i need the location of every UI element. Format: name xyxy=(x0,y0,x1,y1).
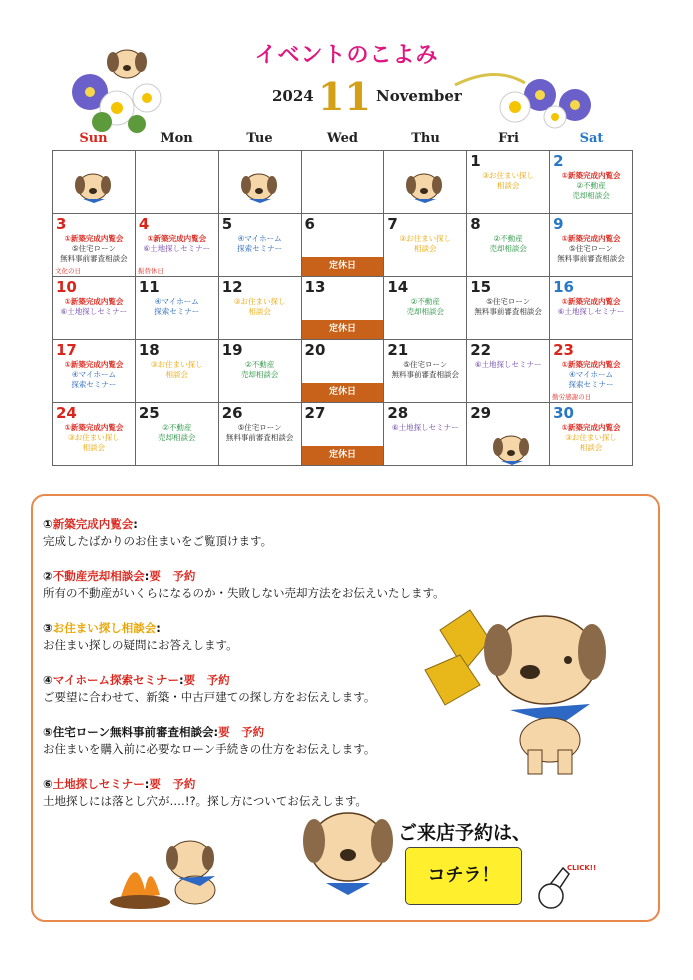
legend-item xyxy=(43,568,445,602)
reservation-required: 要 予約 xyxy=(149,777,196,791)
event-label: ①新築完成内覧会 xyxy=(64,360,124,369)
calendar-day-cell xyxy=(218,214,301,277)
event-label: ③お住まい探し xyxy=(150,360,203,369)
day-number: 19 xyxy=(221,341,243,359)
calendar-grid xyxy=(52,150,633,466)
calendar-day-cell xyxy=(218,277,301,340)
day-events xyxy=(384,423,466,433)
day-number: 23 xyxy=(553,341,574,359)
event-label: ⑤住宅ローン xyxy=(568,244,614,253)
calendar-day-cell xyxy=(301,277,384,340)
dog-with-trophy-icon xyxy=(420,600,610,780)
legend-item xyxy=(43,516,272,550)
day-events xyxy=(550,423,632,453)
day-number: 13 xyxy=(304,278,326,296)
event-label: 相談会 xyxy=(496,181,520,190)
calendar-day-cell xyxy=(384,340,467,403)
day-events xyxy=(467,171,549,191)
legend-item-heading xyxy=(43,724,375,741)
day-events xyxy=(53,423,135,453)
calendar-day-cell xyxy=(550,214,633,277)
event-label: 無料事前審査相談会 xyxy=(60,254,128,263)
day-events xyxy=(384,234,466,254)
month-number: 11 xyxy=(318,74,371,119)
reserve-button[interactable]: コチラ！ xyxy=(405,847,522,905)
calendar-day-cell xyxy=(467,340,550,403)
day-number: 21 xyxy=(387,341,409,359)
event-label: 相談会 xyxy=(82,443,106,452)
reservation-required: 要 予約 xyxy=(149,569,196,583)
day-number: 28 xyxy=(387,404,409,422)
legend-item xyxy=(43,724,375,758)
reservation-text: ご来店予約は、 xyxy=(398,822,532,844)
dow-sat: Sat xyxy=(579,131,604,146)
calendar-day-cell xyxy=(384,277,467,340)
event-label: ③お住まい探し xyxy=(68,433,120,442)
dow-sun: Sun xyxy=(79,131,108,146)
legend-number: ④ xyxy=(43,673,53,687)
calendar-day-cell xyxy=(135,403,218,466)
day-events xyxy=(219,360,301,380)
calendar-day-cell xyxy=(550,403,633,466)
legend-description: ご要望に合わせて、新築・中古戸建ての探し方をお伝えします。 xyxy=(43,690,376,704)
event-label: ④マイホーム xyxy=(71,370,116,379)
reservation-required: 要 予約 xyxy=(218,725,265,739)
event-label: ⑥土地探しセミナー xyxy=(60,307,128,316)
calendar-day-cell xyxy=(301,403,384,466)
day-number: 5 xyxy=(221,215,233,233)
day-events xyxy=(53,360,135,390)
calendar-day-cell xyxy=(550,277,633,340)
legend-title: お住まい探し相談会 xyxy=(52,621,157,635)
legend-description: 完成したばかりのお住まいをご覧頂けます。 xyxy=(43,534,273,548)
event-label: ⑤住宅ローン xyxy=(486,297,531,306)
event-label: ③お住まい探し xyxy=(565,433,617,442)
legend-item xyxy=(43,620,238,654)
legend-description: 所有の不動産がいくらになるのか・失敗しない売却方法をお伝えいたします。 xyxy=(43,586,445,600)
event-label: ①新築完成内覧会 xyxy=(64,297,124,306)
event-label: ④マイホーム xyxy=(568,370,614,379)
closed-day-label: 定休日 xyxy=(302,320,384,339)
event-label: ①新築完成内覧会 xyxy=(561,234,621,243)
dow-mon: Mon xyxy=(160,131,193,146)
pointing-hand-icon[interactable] xyxy=(533,856,597,906)
calendar-day-cell xyxy=(135,277,218,340)
day-events xyxy=(384,297,466,317)
dog-mascot-icon xyxy=(237,169,281,203)
calendar-day-cell xyxy=(467,277,550,340)
calendar-day-cell xyxy=(550,151,633,214)
day-number: 12 xyxy=(221,278,243,296)
calendar-day-cell xyxy=(384,403,467,466)
legend-separator: : xyxy=(144,777,150,791)
legend-title: 不動産売却相談会 xyxy=(52,569,145,583)
day-number: 15 xyxy=(470,278,492,296)
event-label: 無料事前審査相談会 xyxy=(391,370,460,379)
day-events xyxy=(467,297,549,317)
day-events xyxy=(550,297,632,317)
calendar-day-cell xyxy=(218,403,301,466)
legend-item-heading xyxy=(43,776,367,793)
day-number: 10 xyxy=(56,278,77,296)
calendar-day-cell xyxy=(135,151,218,214)
dow-fri: Fri xyxy=(498,131,519,146)
event-label: ②不動産 xyxy=(493,234,523,243)
dog-mascot-icon xyxy=(402,169,446,203)
event-label: 売却相談会 xyxy=(406,307,445,316)
calendar-day-cell xyxy=(384,151,467,214)
day-events xyxy=(136,423,218,443)
legend-number: ② xyxy=(43,569,53,583)
calendar-day-cell xyxy=(53,340,136,403)
event-label: 相談会 xyxy=(248,307,271,316)
event-label: 探索セミナー xyxy=(237,244,283,253)
closed-day-label: 定休日 xyxy=(302,446,384,465)
calendar-day-cell xyxy=(135,214,218,277)
event-label: 相談会 xyxy=(414,244,437,253)
day-events xyxy=(136,360,218,380)
legend-description: お住まいを購入前に必要なローン手続きの仕方をお伝えします。 xyxy=(43,742,376,756)
day-number: 30 xyxy=(553,404,574,422)
click-label: CLICK!! xyxy=(567,864,597,872)
event-label: ①新築完成内覧会 xyxy=(561,423,621,432)
day-number: 3 xyxy=(56,215,67,233)
event-label: 売却相談会 xyxy=(572,191,610,200)
day-events xyxy=(467,234,549,254)
dog-mascot-icon xyxy=(71,169,115,203)
legend-title: マイホーム探索セミナー xyxy=(52,673,180,687)
event-label: ①新築完成内覧会 xyxy=(64,423,124,432)
event-label: ③お住まい探し xyxy=(482,171,534,180)
flower-decoration-right xyxy=(455,55,615,135)
dow-tue: Tue xyxy=(246,131,273,146)
day-number: 14 xyxy=(387,278,409,296)
event-label: 相談会 xyxy=(579,443,603,452)
event-label: 相談会 xyxy=(165,370,189,379)
legend-separator: : xyxy=(213,725,219,739)
day-number: 2 xyxy=(553,152,564,170)
event-label: ①新築完成内覧会 xyxy=(64,234,124,243)
legend-item-heading xyxy=(43,620,238,637)
day-number: 9 xyxy=(553,215,564,233)
event-label: 無料事前審査相談会 xyxy=(225,433,294,442)
day-events xyxy=(550,234,632,264)
legend-description: お住まい探しの疑問にお答えします。 xyxy=(43,638,238,652)
day-number: 26 xyxy=(221,404,243,422)
campfire-dog-icon xyxy=(100,830,230,910)
day-events xyxy=(219,234,301,254)
event-label: ⑥土地探しセミナー xyxy=(391,423,459,432)
calendar-day-cell xyxy=(53,214,136,277)
page-title: イベントのこよみ xyxy=(254,43,439,68)
year: 2024 xyxy=(272,87,314,105)
event-label: ②不動産 xyxy=(576,181,606,190)
event-label: 売却相談会 xyxy=(158,433,196,442)
day-events xyxy=(136,297,218,317)
day-number: 29 xyxy=(470,404,492,422)
dow-wed: Wed xyxy=(327,131,358,146)
day-events xyxy=(219,423,301,443)
day-of-week-header xyxy=(52,131,633,149)
legend-item-heading xyxy=(43,672,375,689)
legend-separator: : xyxy=(133,517,138,531)
legend-number: ⑤ xyxy=(43,725,53,739)
legend-number: ③ xyxy=(43,621,53,635)
event-label: ③お住まい探し xyxy=(233,297,286,306)
calendar-day-cell xyxy=(550,340,633,403)
month-name: November xyxy=(376,87,462,105)
calendar-day-cell xyxy=(301,340,384,403)
day-number: 18 xyxy=(138,341,160,359)
legend-number: ⑥ xyxy=(43,777,53,791)
calendar-day-cell xyxy=(384,214,467,277)
day-events xyxy=(384,360,466,380)
closed-day-label: 定休日 xyxy=(302,383,384,402)
day-number: 1 xyxy=(470,152,481,170)
day-events xyxy=(53,234,135,264)
day-events xyxy=(550,360,632,390)
calendar-day-cell xyxy=(53,151,136,214)
day-events xyxy=(136,234,218,254)
dog-mascot-icon xyxy=(489,431,533,465)
legend-title: 新築完成内覧会 xyxy=(52,517,134,531)
event-label: ②不動産 xyxy=(244,360,275,369)
day-number: 8 xyxy=(470,215,481,233)
legend-description: 土地探しには落とし穴が‥‥!?。探し方についてお伝えします。 xyxy=(43,794,367,808)
event-label: ⑤住宅ローン xyxy=(237,423,282,432)
calendar-day-cell xyxy=(218,340,301,403)
holiday-label: 勤労感謝の日 xyxy=(552,393,592,401)
legend-number: ① xyxy=(43,517,53,531)
day-events xyxy=(467,360,549,370)
dog-mascot-icon xyxy=(105,44,149,84)
calendar-day-cell xyxy=(135,340,218,403)
event-label: ②不動産 xyxy=(410,297,440,306)
day-number: 4 xyxy=(138,215,150,233)
day-number: 20 xyxy=(304,341,326,359)
day-events xyxy=(53,297,135,317)
calendar-day-cell xyxy=(53,403,136,466)
day-events xyxy=(219,297,301,317)
event-label: 探索セミナー xyxy=(71,380,117,389)
legend-item-heading xyxy=(43,516,272,533)
day-events xyxy=(550,171,632,201)
event-label: ④マイホーム xyxy=(237,234,282,243)
event-label: ⑥土地探しセミナー xyxy=(474,360,542,369)
reservation-required: 要 予約 xyxy=(183,673,230,687)
legend-title: 住宅ローン無料事前審査相談会 xyxy=(52,725,214,739)
calendar-day-cell xyxy=(53,277,136,340)
day-number: 22 xyxy=(470,341,492,359)
day-number: 27 xyxy=(304,404,326,422)
event-label: ①新築完成内覧会 xyxy=(561,171,621,180)
day-number: 17 xyxy=(56,341,77,359)
event-label: ⑥土地探しセミナー xyxy=(143,244,211,253)
calendar-day-cell xyxy=(467,214,550,277)
dog-cta-icon xyxy=(298,805,398,900)
event-label: ⑤住宅ローン xyxy=(71,244,116,253)
calendar-day-cell xyxy=(467,151,550,214)
event-label: ②不動産 xyxy=(162,423,192,432)
calendar-day-cell xyxy=(467,403,550,466)
day-number: 24 xyxy=(56,404,77,422)
calendar-day-cell xyxy=(301,214,384,277)
event-label: 無料事前審査相談会 xyxy=(474,307,542,316)
event-label: 探索セミナー xyxy=(568,380,614,389)
event-label: 売却相談会 xyxy=(240,370,279,379)
event-label: ①新築完成内覧会 xyxy=(561,297,621,306)
event-label: ⑥土地探しセミナー xyxy=(557,307,625,316)
event-label: 無料事前審査相談会 xyxy=(557,254,625,263)
holiday-label: 文化の日 xyxy=(55,267,81,275)
legend-title: 土地探しセミナー xyxy=(52,777,145,791)
dow-thu: Thu xyxy=(411,131,440,146)
legend-item-heading xyxy=(43,568,445,585)
event-label: ①新築完成内覧会 xyxy=(147,234,207,243)
calendar-day-cell xyxy=(301,151,384,214)
legend-separator: : xyxy=(144,569,150,583)
day-number: 7 xyxy=(387,215,398,233)
closed-day-label: 定休日 xyxy=(302,257,384,276)
event-label: ①新築完成内覧会 xyxy=(561,360,621,369)
day-number: 16 xyxy=(553,278,574,296)
legend-separator: : xyxy=(156,621,161,635)
event-label: 探索セミナー xyxy=(154,307,200,316)
calendar-day-cell xyxy=(218,151,301,214)
legend-separator: : xyxy=(179,673,184,687)
day-number: 11 xyxy=(138,278,160,296)
event-label: 売却相談会 xyxy=(489,244,527,253)
legend-item xyxy=(43,672,375,706)
event-label: ⑤住宅ローン xyxy=(403,360,448,369)
event-label: ④マイホーム xyxy=(154,297,199,306)
event-label: ③お住まい探し xyxy=(399,234,452,243)
day-number: 25 xyxy=(138,404,160,422)
holiday-label: 振替休日 xyxy=(137,267,164,275)
day-number: 6 xyxy=(304,215,315,233)
